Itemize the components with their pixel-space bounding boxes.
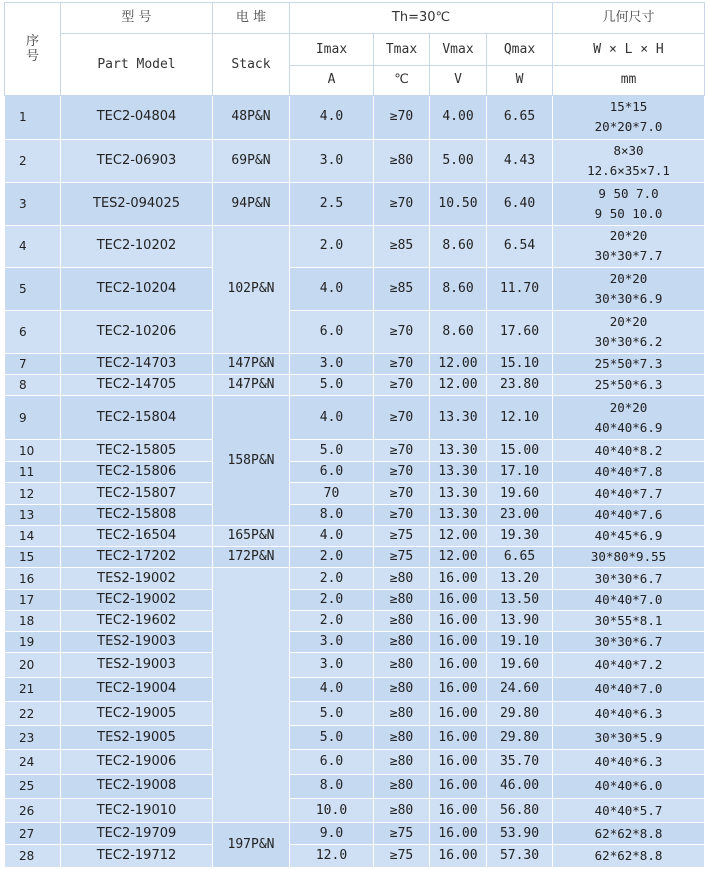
stack-value: 94P&N xyxy=(213,183,290,225)
qmax-value: 19.10 xyxy=(487,632,553,653)
dimensions xyxy=(553,653,705,677)
imax-value: 6.0 xyxy=(290,462,374,483)
part-model: TEC2-15805 xyxy=(61,439,213,461)
dimensions xyxy=(553,701,705,725)
vmax-unit: V xyxy=(430,65,487,95)
part-model: TEC2-16504 xyxy=(61,525,213,546)
dimension-line: 62*62*8.8 xyxy=(594,825,663,841)
dimensions xyxy=(553,225,705,267)
dims-unit: mm xyxy=(553,65,705,95)
row-number: 19 xyxy=(5,632,61,653)
qmax-value: 23.00 xyxy=(487,504,553,525)
dimensions xyxy=(553,568,705,589)
tmax-value: ≥75 xyxy=(374,525,430,546)
vmax-value: 13.30 xyxy=(430,396,487,440)
imax-value: 3.0 xyxy=(290,354,374,375)
stack-value: 102P&N xyxy=(213,225,290,353)
tmax-value: ≥80 xyxy=(374,589,430,610)
vmax-value: 13.30 xyxy=(430,504,487,525)
table-row xyxy=(5,774,705,798)
dimension-line: 40*40*6.9 xyxy=(594,419,663,435)
imax-value: 6.0 xyxy=(290,750,374,774)
row-number: 28 xyxy=(5,845,61,868)
row-number: 9 xyxy=(5,396,61,440)
qmax-value: 19.60 xyxy=(487,653,553,677)
imax-value: 9.0 xyxy=(290,823,374,845)
vmax-value: 8.60 xyxy=(430,268,487,310)
row-number: 25 xyxy=(5,774,61,798)
tmax-value: ≥70 xyxy=(374,354,430,375)
imax-value: 4.0 xyxy=(290,677,374,701)
vmax-value: 16.00 xyxy=(430,845,487,868)
tmax-value: ≥70 xyxy=(374,183,430,225)
imax-unit: A xyxy=(290,65,374,95)
part-model: TEC2-19002 xyxy=(61,589,213,610)
qmax-value: 12.10 xyxy=(487,396,553,440)
part-model: TEC2-19712 xyxy=(61,845,213,868)
imax-value: 4.0 xyxy=(290,396,374,440)
imax-value: 2.0 xyxy=(290,225,374,267)
row-number: 4 xyxy=(5,225,61,267)
dimensions xyxy=(553,268,705,310)
qmax-value: 19.30 xyxy=(487,525,553,546)
vmax-value: 16.00 xyxy=(430,610,487,631)
qmax-value: 24.60 xyxy=(487,677,553,701)
qmax-value: 35.70 xyxy=(487,750,553,774)
table-row xyxy=(5,845,705,868)
part-model: TEC2-19005 xyxy=(61,701,213,725)
part-model: TES2-19003 xyxy=(61,632,213,653)
tmax-value: ≥85 xyxy=(374,225,430,267)
stack-header-cn: 电 堆 xyxy=(213,3,290,34)
dimension-line: 40*40*7.0 xyxy=(594,681,663,697)
row-number: 3 xyxy=(5,183,61,225)
vmax-value: 16.00 xyxy=(430,677,487,701)
row-number: 24 xyxy=(5,750,61,774)
part-model: TES2-094025 xyxy=(61,183,213,225)
table-row xyxy=(5,798,705,822)
dimensions xyxy=(553,589,705,610)
tmax-value: ≥75 xyxy=(374,823,430,845)
tmax-value: ≥70 xyxy=(374,504,430,525)
tmax-value: ≥80 xyxy=(374,726,430,750)
row-number: 27 xyxy=(5,823,61,845)
table-row xyxy=(5,823,705,845)
table-row xyxy=(5,504,705,525)
dimensions xyxy=(553,525,705,546)
stack-value: 147P&N xyxy=(213,375,290,396)
row-number: 8 xyxy=(5,375,61,396)
dimension-line: 40*45*6.9 xyxy=(594,528,663,544)
dimension-line: 30*30*6.9 xyxy=(594,290,663,306)
row-number: 26 xyxy=(5,798,61,822)
imax-value: 12.0 xyxy=(290,845,374,868)
tmax-value: ≥80 xyxy=(374,653,430,677)
part-model: TEC2-14703 xyxy=(61,354,213,375)
tmax-value: ≥80 xyxy=(374,139,430,183)
dimension-line: 30*30*6.2 xyxy=(594,333,663,349)
tmax-unit: ℃ xyxy=(374,65,430,95)
qmax-value: 13.50 xyxy=(487,589,553,610)
table-row xyxy=(5,610,705,631)
tmax-value: ≥70 xyxy=(374,375,430,396)
row-number: 6 xyxy=(5,310,61,354)
table-row xyxy=(5,439,705,461)
dimensions xyxy=(553,396,705,440)
dimension-line: 30*55*8.1 xyxy=(594,612,663,628)
dimensions xyxy=(553,798,705,822)
dims-header-cn: 几何尺寸 xyxy=(553,3,705,34)
part-model: TEC2-19602 xyxy=(61,610,213,631)
dimensions xyxy=(553,139,705,183)
table-row xyxy=(5,568,705,589)
dimension-line: 25*50*6.3 xyxy=(594,377,663,393)
tmax-value: ≥70 xyxy=(374,396,430,440)
vmax-value: 8.60 xyxy=(430,310,487,354)
qmax-value: 11.70 xyxy=(487,268,553,310)
vmax-value: 16.00 xyxy=(430,774,487,798)
tmax-value: ≥85 xyxy=(374,268,430,310)
part-model: TEC2-10204 xyxy=(61,268,213,310)
dimension-line: 15*15 xyxy=(609,99,648,115)
part-model: TEC2-15807 xyxy=(61,483,213,504)
dimensions xyxy=(553,823,705,845)
tmax-value: ≥80 xyxy=(374,677,430,701)
vmax-value: 16.00 xyxy=(430,823,487,845)
dimension-line: 40*40*6.0 xyxy=(594,778,663,794)
qmax-value: 13.90 xyxy=(487,610,553,631)
dimension-line: 40*40*7.7 xyxy=(594,485,663,501)
tmax-value: ≥70 xyxy=(374,439,430,461)
dimensions xyxy=(553,750,705,774)
part-model: TEC2-19008 xyxy=(61,774,213,798)
vmax-value: 16.00 xyxy=(430,798,487,822)
imax-value: 4.0 xyxy=(290,96,374,140)
imax-value: 8.0 xyxy=(290,504,374,525)
table-row xyxy=(5,653,705,677)
dimension-line: 30*30*7.7 xyxy=(594,248,663,264)
vmax-value: 5.00 xyxy=(430,139,487,183)
qmax-value: 6.40 xyxy=(487,183,553,225)
vmax-value: 16.00 xyxy=(430,568,487,589)
qmax-value: 17.10 xyxy=(487,462,553,483)
imax-value: 6.0 xyxy=(290,310,374,354)
row-number: 2 xyxy=(5,139,61,183)
qmax-value: 53.90 xyxy=(487,823,553,845)
imax-value: 3.0 xyxy=(290,139,374,183)
imax-value: 8.0 xyxy=(290,774,374,798)
dimension-line: 30*80*9.55 xyxy=(590,549,667,565)
part-model: TEC2-19709 xyxy=(61,823,213,845)
dimensions xyxy=(553,354,705,375)
dimension-line: 40*40*7.0 xyxy=(594,591,663,607)
table-row xyxy=(5,375,705,396)
row-number: 21 xyxy=(5,677,61,701)
vmax-value: 13.30 xyxy=(430,462,487,483)
vmax-value: 12.00 xyxy=(430,547,487,568)
vmax-value: 10.50 xyxy=(430,183,487,225)
dimension-line: 8×30 xyxy=(613,142,644,158)
vmax-value: 16.00 xyxy=(430,750,487,774)
qmax-value: 6.65 xyxy=(487,547,553,568)
qmax-value: 56.80 xyxy=(487,798,553,822)
tmax-value: ≥70 xyxy=(374,483,430,504)
dimensions xyxy=(553,310,705,354)
qmax-value: 46.00 xyxy=(487,774,553,798)
vmax-value: 13.30 xyxy=(430,483,487,504)
part-model: TES2-19005 xyxy=(61,726,213,750)
part-model: TEC2-19010 xyxy=(61,798,213,822)
table-row xyxy=(5,139,705,183)
vmax-value: 4.00 xyxy=(430,96,487,140)
dimensions xyxy=(553,845,705,868)
tmax-header: Tmax xyxy=(374,34,430,65)
row-number: 14 xyxy=(5,525,61,546)
table-row xyxy=(5,310,705,354)
dimension-line: 30*30*6.7 xyxy=(594,634,663,650)
table-row xyxy=(5,750,705,774)
part-model: TEC2-14705 xyxy=(61,375,213,396)
vmax-value: 16.00 xyxy=(430,632,487,653)
imax-value: 3.0 xyxy=(290,653,374,677)
stack-value: 172P&N xyxy=(213,547,290,568)
table-row xyxy=(5,96,705,140)
tmax-value: ≥70 xyxy=(374,310,430,354)
qmax-value: 15.10 xyxy=(487,354,553,375)
row-number: 7 xyxy=(5,354,61,375)
qmax-header: Qmax xyxy=(487,34,553,65)
part-model: TEC2-19004 xyxy=(61,677,213,701)
table-row xyxy=(5,589,705,610)
table-row xyxy=(5,525,705,546)
header-row-2 xyxy=(5,34,705,65)
stack-value: 165P&N xyxy=(213,525,290,546)
imax-value: 2.0 xyxy=(290,610,374,631)
row-number: 17 xyxy=(5,589,61,610)
row-number: 10 xyxy=(5,439,61,461)
qmax-unit: W xyxy=(487,65,553,95)
qmax-value: 19.60 xyxy=(487,483,553,504)
table-row xyxy=(5,632,705,653)
imax-value: 2.0 xyxy=(290,589,374,610)
table-row xyxy=(5,462,705,483)
dimension-line: 30*30*5.9 xyxy=(594,729,663,745)
tmax-value: ≥75 xyxy=(374,547,430,568)
dimension-line: 20*20 xyxy=(609,313,648,329)
imax-value: 70 xyxy=(290,483,374,504)
dimension-line: 20*20*7.0 xyxy=(594,119,663,135)
header-row-1 xyxy=(5,3,705,34)
part-model: TEC2-10206 xyxy=(61,310,213,354)
row-number: 22 xyxy=(5,701,61,725)
qmax-value: 17.60 xyxy=(487,310,553,354)
qmax-value: 15.00 xyxy=(487,439,553,461)
stack-value: 158P&N xyxy=(213,396,290,525)
part-model: TEC2-15808 xyxy=(61,504,213,525)
qmax-value: 4.43 xyxy=(487,139,553,183)
dimension-line: 40*40*6.3 xyxy=(594,705,663,721)
part-model: TES2-19003 xyxy=(61,653,213,677)
dimensions xyxy=(553,610,705,631)
dimensions xyxy=(553,483,705,504)
part-model: TES2-19002 xyxy=(61,568,213,589)
table-row xyxy=(5,354,705,375)
imax-value: 4.0 xyxy=(290,268,374,310)
dimension-line: 9 50 10.0 xyxy=(594,205,663,221)
part-model: TEC2-04804 xyxy=(61,96,213,140)
dimensions xyxy=(553,439,705,461)
part-model: TEC2-15806 xyxy=(61,462,213,483)
imax-value: 5.0 xyxy=(290,726,374,750)
qmax-value: 57.30 xyxy=(487,845,553,868)
stack-value: 48P&N xyxy=(213,96,290,140)
imax-value: 2.0 xyxy=(290,568,374,589)
dims-header-en: W × L × H xyxy=(553,34,705,65)
table-row xyxy=(5,225,705,267)
table-row xyxy=(5,396,705,440)
vmax-value: 8.60 xyxy=(430,225,487,267)
vmax-value: 16.00 xyxy=(430,726,487,750)
imax-value: 2.5 xyxy=(290,183,374,225)
tmax-value: ≥80 xyxy=(374,750,430,774)
tmax-value: ≥80 xyxy=(374,774,430,798)
qmax-value: 6.65 xyxy=(487,96,553,140)
dimension-line: 62*62*8.8 xyxy=(594,848,663,864)
imax-header: Imax xyxy=(290,34,374,65)
dimensions xyxy=(553,504,705,525)
dimension-line: 40*40*7.2 xyxy=(594,656,663,672)
row-number: 15 xyxy=(5,547,61,568)
row-number: 20 xyxy=(5,653,61,677)
tmax-value: ≥80 xyxy=(374,701,430,725)
imax-value: 5.0 xyxy=(290,375,374,396)
part-model: TEC2-10202 xyxy=(61,225,213,267)
stack-header-en: Stack xyxy=(213,34,290,96)
vmax-value: 12.00 xyxy=(430,525,487,546)
dimension-line: 40*40*7.8 xyxy=(594,464,663,480)
dimension-line: 40*40*6.3 xyxy=(594,754,663,770)
table-row xyxy=(5,701,705,725)
dimensions xyxy=(553,547,705,568)
dimensions xyxy=(553,96,705,140)
part-model: TEC2-19006 xyxy=(61,750,213,774)
dimensions xyxy=(553,726,705,750)
row-number: 5 xyxy=(5,268,61,310)
dimension-line: 9 50 7.0 xyxy=(598,185,659,201)
tmax-value: ≥80 xyxy=(374,610,430,631)
dimensions xyxy=(553,183,705,225)
seq-header-label: 序号 xyxy=(25,34,39,65)
row-number: 1 xyxy=(5,96,61,140)
row-number: 13 xyxy=(5,504,61,525)
dimensions xyxy=(553,375,705,396)
dimension-line: 20*20 xyxy=(609,399,648,415)
tmax-value: ≥80 xyxy=(374,798,430,822)
stack-value xyxy=(213,568,290,823)
table-row xyxy=(5,483,705,504)
th-header: Th=30℃ xyxy=(290,3,553,34)
row-number: 12 xyxy=(5,483,61,504)
tmax-value: ≥70 xyxy=(374,462,430,483)
qmax-value: 6.54 xyxy=(487,225,553,267)
part-model: TEC2-15804 xyxy=(61,396,213,440)
model-header-cn: 型 号 xyxy=(61,3,213,34)
stack-value: 197P&N xyxy=(213,823,290,868)
dimension-line: 30*30*6.7 xyxy=(594,570,663,586)
vmax-value: 12.00 xyxy=(430,354,487,375)
vmax-value: 16.00 xyxy=(430,701,487,725)
dimension-line: 20*20 xyxy=(609,228,648,244)
dimension-line: 25*50*7.3 xyxy=(594,356,663,372)
stack-value: 69P&N xyxy=(213,139,290,183)
dimension-line: 40*40*7.6 xyxy=(594,506,663,522)
seq-header xyxy=(5,3,61,96)
spec-table-body xyxy=(5,96,705,868)
table-row xyxy=(5,268,705,310)
tmax-value: ≥70 xyxy=(374,96,430,140)
row-number: 11 xyxy=(5,462,61,483)
qmax-value: 13.20 xyxy=(487,568,553,589)
vmax-value: 13.30 xyxy=(430,439,487,461)
dimension-line: 40*40*8.2 xyxy=(594,442,663,458)
dimensions xyxy=(553,632,705,653)
spec-table xyxy=(4,2,705,868)
vmax-value: 12.00 xyxy=(430,375,487,396)
part-model: TEC2-06903 xyxy=(61,139,213,183)
row-number: 18 xyxy=(5,610,61,631)
imax-value: 5.0 xyxy=(290,701,374,725)
model-header-en: Part Model xyxy=(61,34,213,96)
tmax-value: ≥80 xyxy=(374,632,430,653)
dimension-line: 20*20 xyxy=(609,270,648,286)
row-number: 16 xyxy=(5,568,61,589)
table-row xyxy=(5,183,705,225)
part-model: TEC2-17202 xyxy=(61,547,213,568)
vmax-header: Vmax xyxy=(430,34,487,65)
vmax-value: 16.00 xyxy=(430,589,487,610)
dimension-line: 40*40*5.7 xyxy=(594,802,663,818)
table-row xyxy=(5,547,705,568)
dimensions xyxy=(553,677,705,701)
table-row xyxy=(5,677,705,701)
tmax-value: ≥80 xyxy=(374,568,430,589)
imax-value: 2.0 xyxy=(290,547,374,568)
dimensions xyxy=(553,462,705,483)
dimension-line: 12.6×35×7.1 xyxy=(587,162,670,178)
qmax-value: 23.80 xyxy=(487,375,553,396)
vmax-value: 16.00 xyxy=(430,653,487,677)
qmax-value: 29.80 xyxy=(487,701,553,725)
stack-value: 147P&N xyxy=(213,354,290,375)
imax-value: 5.0 xyxy=(290,439,374,461)
row-number: 23 xyxy=(5,726,61,750)
imax-value: 3.0 xyxy=(290,632,374,653)
imax-value: 4.0 xyxy=(290,525,374,546)
dimensions xyxy=(553,774,705,798)
table-row xyxy=(5,726,705,750)
qmax-value: 29.80 xyxy=(487,726,553,750)
tmax-value: ≥75 xyxy=(374,845,430,868)
imax-value: 10.0 xyxy=(290,798,374,822)
